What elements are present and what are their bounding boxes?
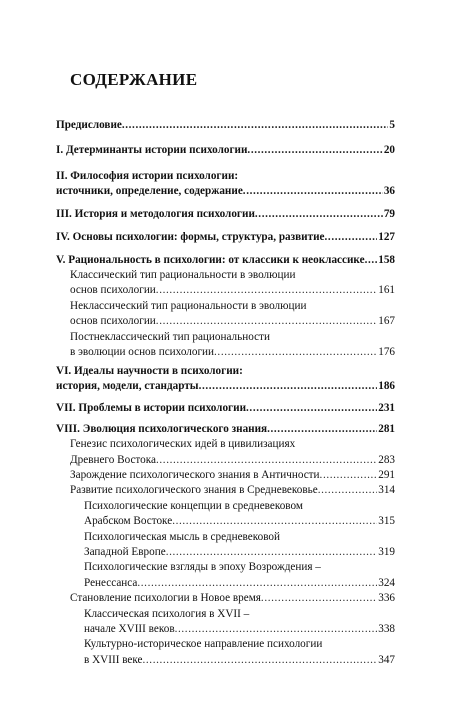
toc-entry-label: Ренессанса xyxy=(84,577,138,589)
toc-entry-label: VII. Проблемы в истории психологии xyxy=(56,402,247,414)
dot-leader xyxy=(172,514,377,529)
toc-entry-chapter-6[interactable] xyxy=(56,379,395,394)
toc-entry-label: Западной Европе xyxy=(84,546,166,558)
toc-page-number: 283 xyxy=(378,454,395,466)
toc-entry-chapter-4[interactable] xyxy=(56,230,395,245)
toc-entry-label: VIII. Эволюция психологического знания xyxy=(56,423,268,435)
toc-entry-chapter-1[interactable] xyxy=(56,143,395,158)
toc-entry-label: в XVIII веке xyxy=(84,654,143,666)
dot-leader xyxy=(246,401,377,416)
toc-entry-label: Развитие психологического знания в Средневековье xyxy=(70,484,318,496)
toc-entry-label: в эволюции основ психологии xyxy=(70,346,215,358)
dot-leader xyxy=(156,453,377,468)
toc-section-postnonclassic-line-1: Постнеклассический тип рациональности xyxy=(70,331,270,343)
toc-entry-chapter-2[interactable] xyxy=(56,184,395,199)
toc-subsection-cultural-historical-line-1: Культурно-историческое направление психологии xyxy=(84,638,323,650)
toc-page-number: 347 xyxy=(378,654,395,666)
toc-entry-label: основ психологии xyxy=(70,315,156,327)
toc-entry-label: IV. Основы психологии: формы, структура, развитие xyxy=(56,231,325,243)
toc-entry-chapter-5[interactable] xyxy=(56,253,395,268)
dot-leader xyxy=(166,545,378,560)
toc-page-number: 20 xyxy=(383,144,395,156)
toc-subsection-classic-psychology[interactable] xyxy=(84,622,395,637)
toc-page-number: 186 xyxy=(378,380,395,392)
toc-entry-label: основ психологии xyxy=(70,284,156,296)
toc-page-number: 314 xyxy=(378,484,395,496)
toc-subsection-renaissance[interactable] xyxy=(84,576,395,591)
toc-section-east-line-1: Генезис психологических идей в цивилизациях xyxy=(70,438,296,450)
dot-leader xyxy=(137,576,377,591)
toc-subsection-renaissance-line-1: Психологические взгляды в эпоху Возрождения – xyxy=(84,561,321,573)
toc-page-number: 291 xyxy=(378,469,395,481)
toc-entry-label: Предисловие xyxy=(56,119,122,131)
toc-entry-label: Становление психологии в Новое время xyxy=(70,592,261,604)
toc-subsection-arab-east-line-1: Психологические концепции в средневековом xyxy=(84,500,303,512)
toc-subsection-west-europe-line-1: Психологическая мысль в средневековой xyxy=(84,531,280,543)
dot-leader xyxy=(255,207,383,222)
toc-entry-label: Древнего Востока xyxy=(70,454,156,466)
toc-entry-chapter-2-line-1: II. Философия истории психологии: xyxy=(56,170,239,182)
toc-page-number: 158 xyxy=(378,254,395,266)
dot-leader xyxy=(267,422,377,437)
toc-page-number: 315 xyxy=(378,515,395,527)
dot-leader xyxy=(175,622,378,637)
toc-page-number: 167 xyxy=(378,315,395,327)
toc-page-number: 161 xyxy=(378,284,395,296)
toc-page-number: 127 xyxy=(378,231,395,243)
toc-entry-chapter-7[interactable] xyxy=(56,401,395,416)
toc-entry-chapter-3[interactable] xyxy=(56,207,395,222)
toc-section-classic[interactable] xyxy=(70,283,395,298)
dot-leader xyxy=(122,118,389,133)
toc-subsection-classic-psychology-line-1: Классическая психология в XVII – xyxy=(84,608,250,620)
toc-section-postnonclassic[interactable] xyxy=(70,345,395,360)
dot-leader xyxy=(243,184,383,199)
dot-leader xyxy=(143,653,378,668)
toc-entry-label: Зарождение психологического знания в Античности xyxy=(70,469,320,481)
toc-entry-label: I. Детерминанты истории психологии xyxy=(56,144,248,156)
dot-leader xyxy=(247,143,382,158)
toc-entry-label: III. История и методология психологии xyxy=(56,208,255,220)
toc-entry-label: начале XVIII веков xyxy=(84,623,175,635)
toc-page-number: 338 xyxy=(378,623,395,635)
toc-page-number: 79 xyxy=(383,208,395,220)
toc-section-nonclassic[interactable] xyxy=(70,314,395,329)
toc-page-number: 319 xyxy=(378,546,395,558)
toc-entry-chapter-8[interactable] xyxy=(56,422,395,437)
toc-subsection-west-europe[interactable] xyxy=(84,545,395,560)
dot-leader xyxy=(199,379,378,394)
toc-entry-preface[interactable] xyxy=(56,118,395,133)
toc-entry-chapter-6-line-1: VI. Идеалы научности в психологии: xyxy=(56,365,243,377)
page-title: СОДЕРЖАНИЕ xyxy=(70,70,198,89)
toc-page-number: 36 xyxy=(383,185,395,197)
toc-section-antiquity[interactable] xyxy=(70,468,395,483)
toc-section-east[interactable] xyxy=(70,453,395,468)
toc-subsection-arab-east[interactable] xyxy=(84,514,395,529)
dot-leader xyxy=(261,591,377,606)
toc-page-number: 231 xyxy=(378,402,395,414)
toc-page-number: 281 xyxy=(378,423,395,435)
toc-section-modern-times[interactable] xyxy=(70,591,395,606)
toc-section-classic-line-1: Классический тип рациональности в эволюции xyxy=(70,269,296,281)
toc-page-number: 5 xyxy=(389,119,395,131)
toc-entry-label: V. Рациональность в психологии: от классики к неоклассике xyxy=(56,254,365,266)
toc-entry-label: источники, определение, содержание xyxy=(56,185,243,197)
dot-leader xyxy=(214,345,377,360)
toc-section-nonclassic-line-1: Неклассический тип рациональности в эволюции xyxy=(70,300,307,312)
toc-subsection-cultural-historical[interactable] xyxy=(84,653,395,668)
toc-entry-label: Арабском Востоке xyxy=(84,515,173,527)
dot-leader xyxy=(318,483,378,498)
toc-entry-label: история, модели, стандарты xyxy=(56,380,199,392)
toc-page-number: 336 xyxy=(378,592,395,604)
toc-section-middle-ages[interactable] xyxy=(70,483,395,498)
dot-leader xyxy=(325,230,378,245)
toc-page-number: 176 xyxy=(378,346,395,358)
dot-leader xyxy=(156,314,377,329)
toc-page-number: 324 xyxy=(378,577,395,589)
dot-leader xyxy=(156,283,377,298)
dot-leader xyxy=(320,468,378,483)
dot-leader xyxy=(365,253,378,268)
